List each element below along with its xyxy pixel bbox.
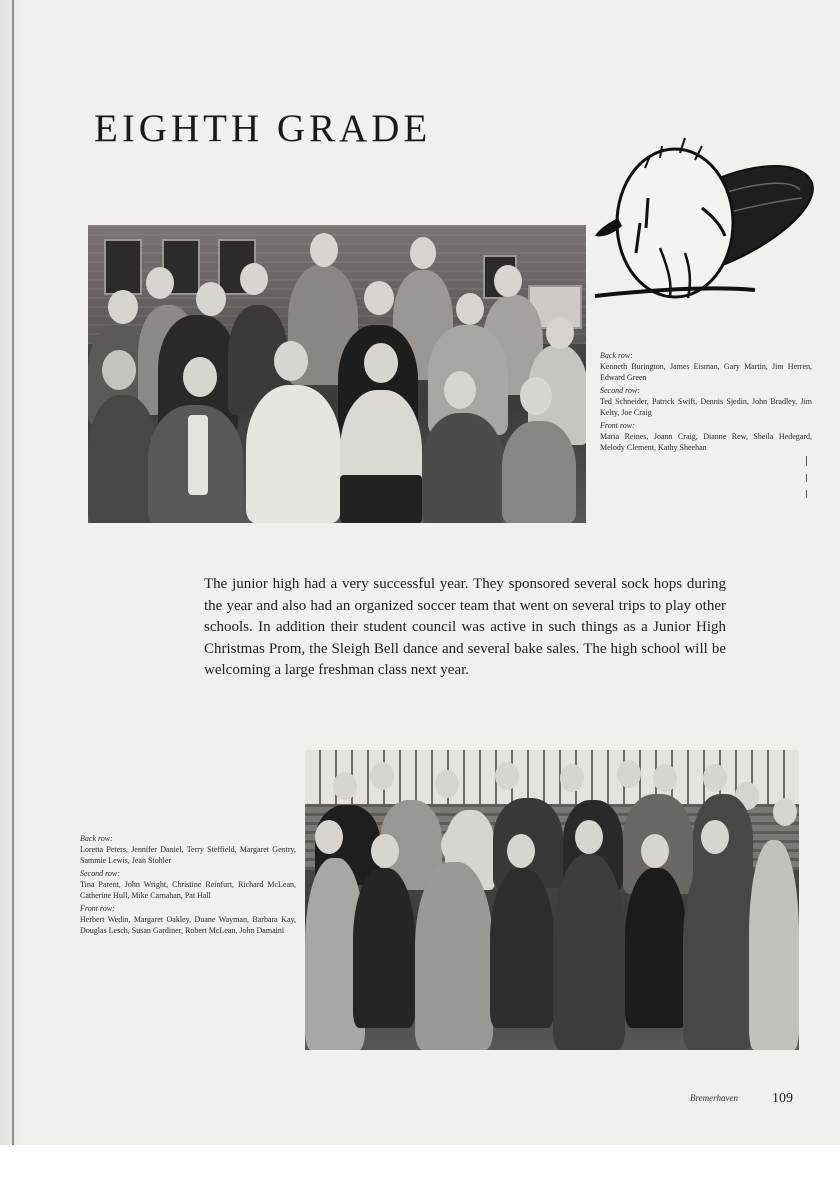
binding-line [12, 0, 14, 1145]
student-head [520, 377, 552, 415]
student-head [364, 281, 394, 315]
student-figure [422, 413, 504, 523]
student-head [617, 760, 641, 788]
student-head [575, 820, 603, 854]
page-number: 109 [772, 1091, 793, 1106]
student-head [444, 371, 476, 409]
student-head [560, 764, 584, 792]
student-head [333, 772, 357, 800]
caption-row-label: Back row: [600, 351, 633, 360]
student-head [370, 762, 394, 790]
photo-window [104, 239, 142, 295]
student-head [364, 343, 398, 383]
student-figure [415, 862, 493, 1050]
student-head [310, 233, 338, 267]
student-figure [353, 868, 415, 1028]
student-head [701, 820, 729, 854]
student-head [495, 762, 519, 790]
student-figure [625, 868, 687, 1028]
student-head [196, 282, 226, 316]
student-head [371, 834, 399, 868]
student-head [183, 357, 217, 397]
student-figure [246, 385, 341, 523]
student-head [108, 290, 138, 324]
student-head [773, 798, 797, 826]
bottom-class-photo [305, 750, 799, 1050]
student-head [441, 828, 469, 862]
student-head [435, 770, 459, 798]
student-head [456, 293, 484, 325]
bottom-photo-caption [80, 833, 296, 938]
student-figure [188, 415, 208, 495]
caption-row-names: Loretta Peters, Jennifer Daniel, Terry Steffield, Margaret Gentry, Sammie Lewis, Jean Stohler [80, 845, 296, 865]
caption-row-label: Second row: [600, 386, 640, 395]
student-head [315, 820, 343, 854]
footer-label: Bremerhaven [690, 1093, 738, 1103]
top-photo-caption [600, 350, 812, 455]
caption-row-label: Back row: [80, 834, 113, 843]
student-figure [490, 868, 554, 1028]
student-head [410, 237, 436, 269]
page-binding [0, 0, 22, 1145]
top-class-photo [88, 225, 586, 523]
student-head [703, 764, 727, 792]
student-head [507, 834, 535, 868]
caption-row-names: Maria Reines, Joann Craig, Dianne Rew, Sheila Hedegard, Melody Clement, Kathy Sheehan [600, 432, 812, 452]
student-head [102, 350, 136, 390]
caption-row-names: Kenneth Burington, James Eisman, Gary Martin, Jim Herren, Edward Green [600, 362, 812, 382]
student-head [546, 317, 574, 349]
page-title: EIGHTH GRADE [94, 107, 432, 150]
student-head [653, 764, 677, 792]
student-head [641, 834, 669, 868]
caption-row-names: Herbert Wedin, Margaret Oakley, Duane Wayman, Barbara Kay, Douglas Lesch, Susan Gardiner, Robert McLean, John Damaini [80, 915, 296, 935]
cartoon-drawing [590, 128, 820, 308]
student-figure [340, 475, 422, 523]
student-head [146, 267, 174, 299]
body-paragraph: The junior high had a very successful year. They sponsored several sock hops during the year and also had an organized soccer team that went on several trips to play other schools. In addition their student council was active in such things as a Junior High Christmas Prom, the Sleigh Bell dance and several bake sales. The high school will be welcoming a large freshman class next year. [204, 576, 726, 678]
caption-row-label: Second row: [80, 869, 120, 878]
student-figure [749, 840, 799, 1050]
student-head [240, 263, 268, 295]
caption-row-names: Tina Parent, John Wright, Christine Reinfurt, Richard McLean, Catherine Hull, Mike Carnahan, Pat Hall [80, 880, 296, 900]
caption-row-label: Front row: [600, 421, 635, 430]
student-figure [502, 421, 576, 523]
student-head [274, 341, 308, 381]
student-figure [553, 854, 625, 1050]
caption-row-label: Front row: [80, 904, 115, 913]
student-figure [683, 854, 753, 1050]
student-head [494, 265, 522, 297]
page-edge-marks [806, 456, 808, 500]
caption-row-names: Ted Schneider, Patrick Swift, Dennis Sjedin, John Bradley, Jim Kelty, Joe Craig [600, 397, 812, 417]
